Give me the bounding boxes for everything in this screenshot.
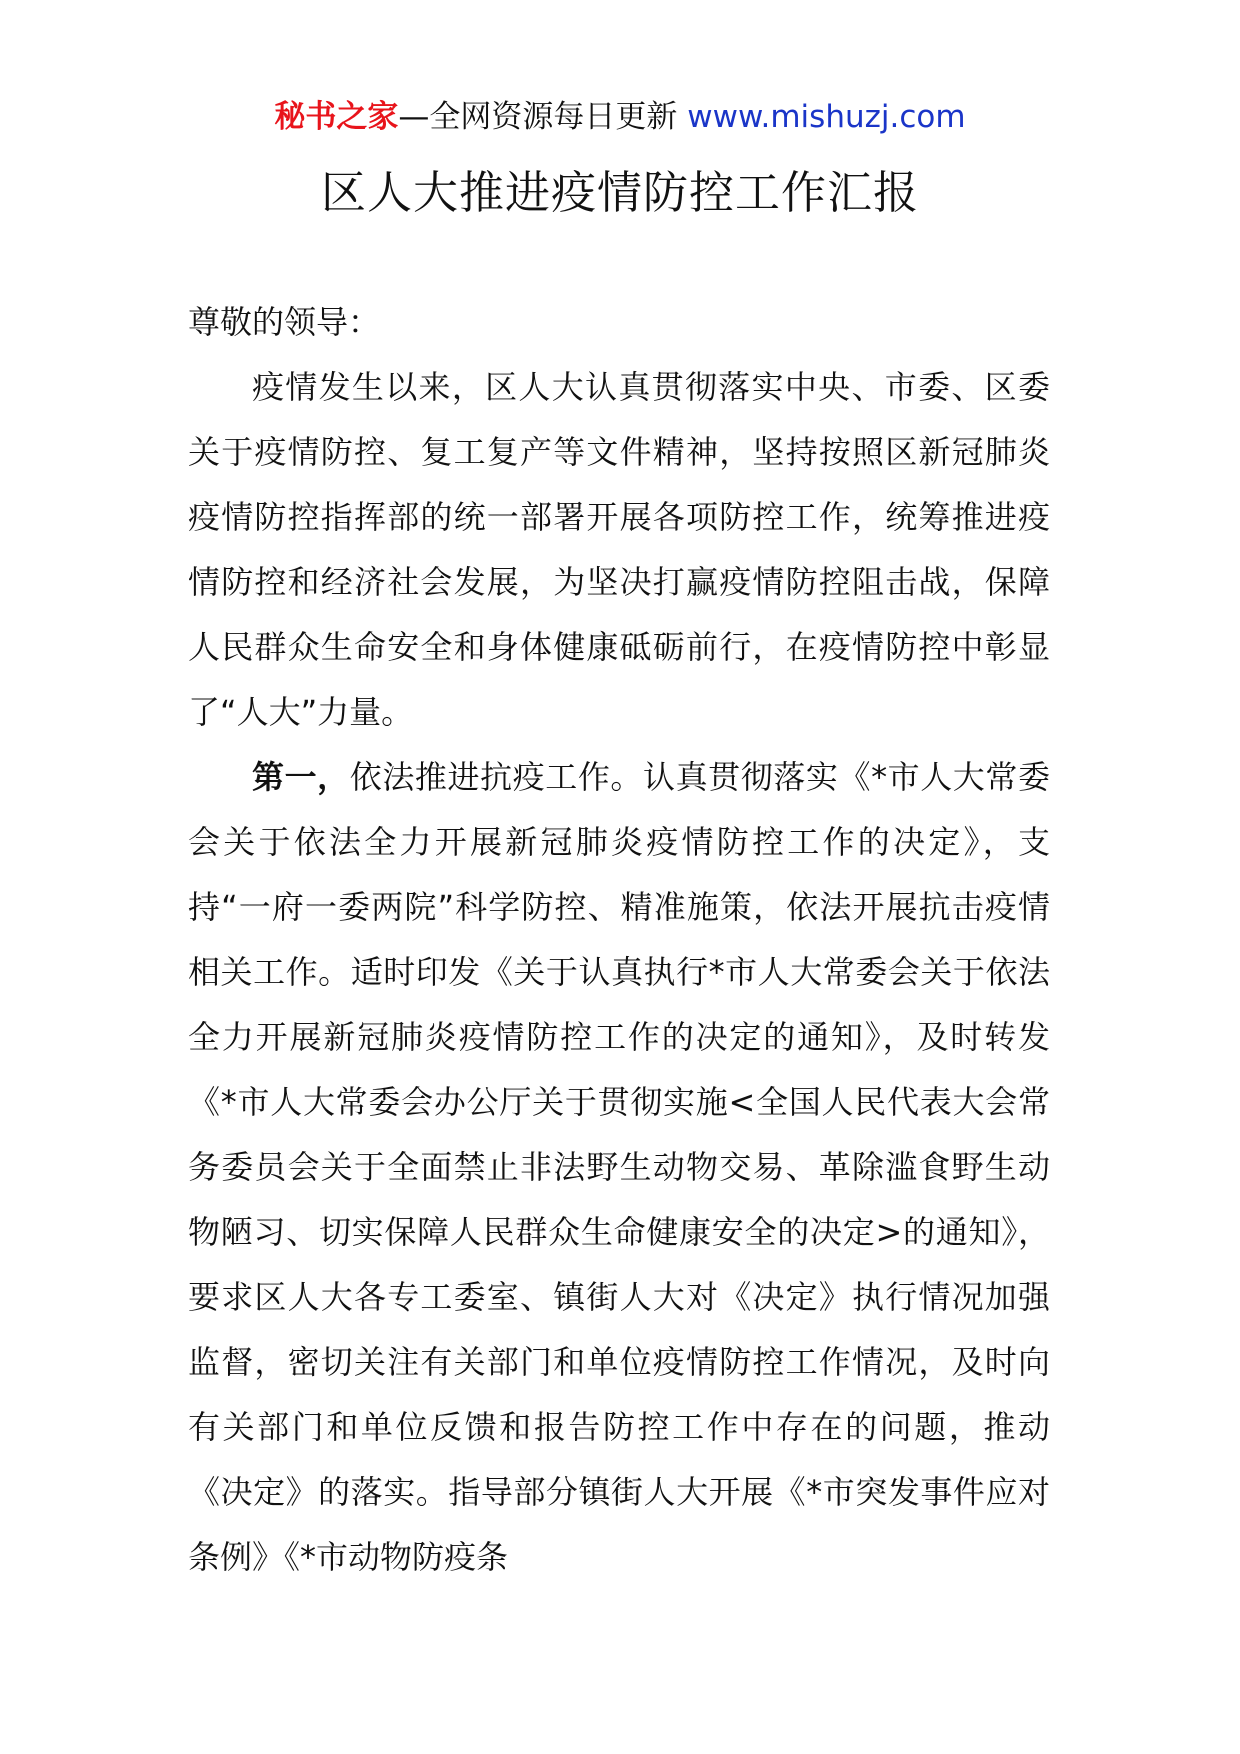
paragraph-text: 依法推进抗疫工作。认真贯彻落实《*市人大常委会关于依法全力开展新冠肺炎疫情防控工作的决定》，支持“一府一委两院”科学防控、精准施策，依法开展抗击疫情相关工作。适时印发《关于认真执行*市人大常委会关于依法全力开展新冠肺炎疫情防控工作的决定的通知》，及时转发《*市人大常委会办公厅关于贯彻实施<全国人民代表大会常务委员会关于全面禁止非法野生动物交易、革除滥食野生动物陋习、切实保障人民群众生命健康安全的决定>的通知》，要求区人大各专工委室、镇街人大对《决定》执行情况加强监督，密切关注有关部门和单位疫情防控工作情况，及时向有关部门和单位反馈和报告防控工作中存在的问题，推动《决定》的落实。指导部分镇街人大开展《*市突发事件应对条例》《*市动物防疫条 [188,758,1050,1576]
document-body [188,290,1050,1590]
paragraph-intro [188,355,1050,745]
site-tagline: —全网资源每日更新 [398,99,688,135]
document-title: 区人大推进疫情防控工作汇报 [320,166,919,219]
paragraph-first-point [188,745,1050,1590]
paragraph-lead: 第一， [252,758,350,796]
site-brand: 秘书之家 [274,99,399,135]
site-url-link[interactable]: www.mishuzj.com [687,99,966,135]
site-header [0,94,1240,140]
paragraph-text: 疫情发生以来，区人大认真贯彻落实中央、市委、区委关于疫情防控、复工复产等文件精神，坚持按照区新冠肺炎疫情防控指挥部的统一部署开展各项防控工作，统筹推进疫情防控和经济社会发展，为坚决打赢疫情防控阻击战，保障人民群众生命安全和身体健康砥砺前行，在疫情防控中彰显了“人大”力量。 [188,368,1050,731]
salutation: 尊敬的领导： [188,303,381,341]
